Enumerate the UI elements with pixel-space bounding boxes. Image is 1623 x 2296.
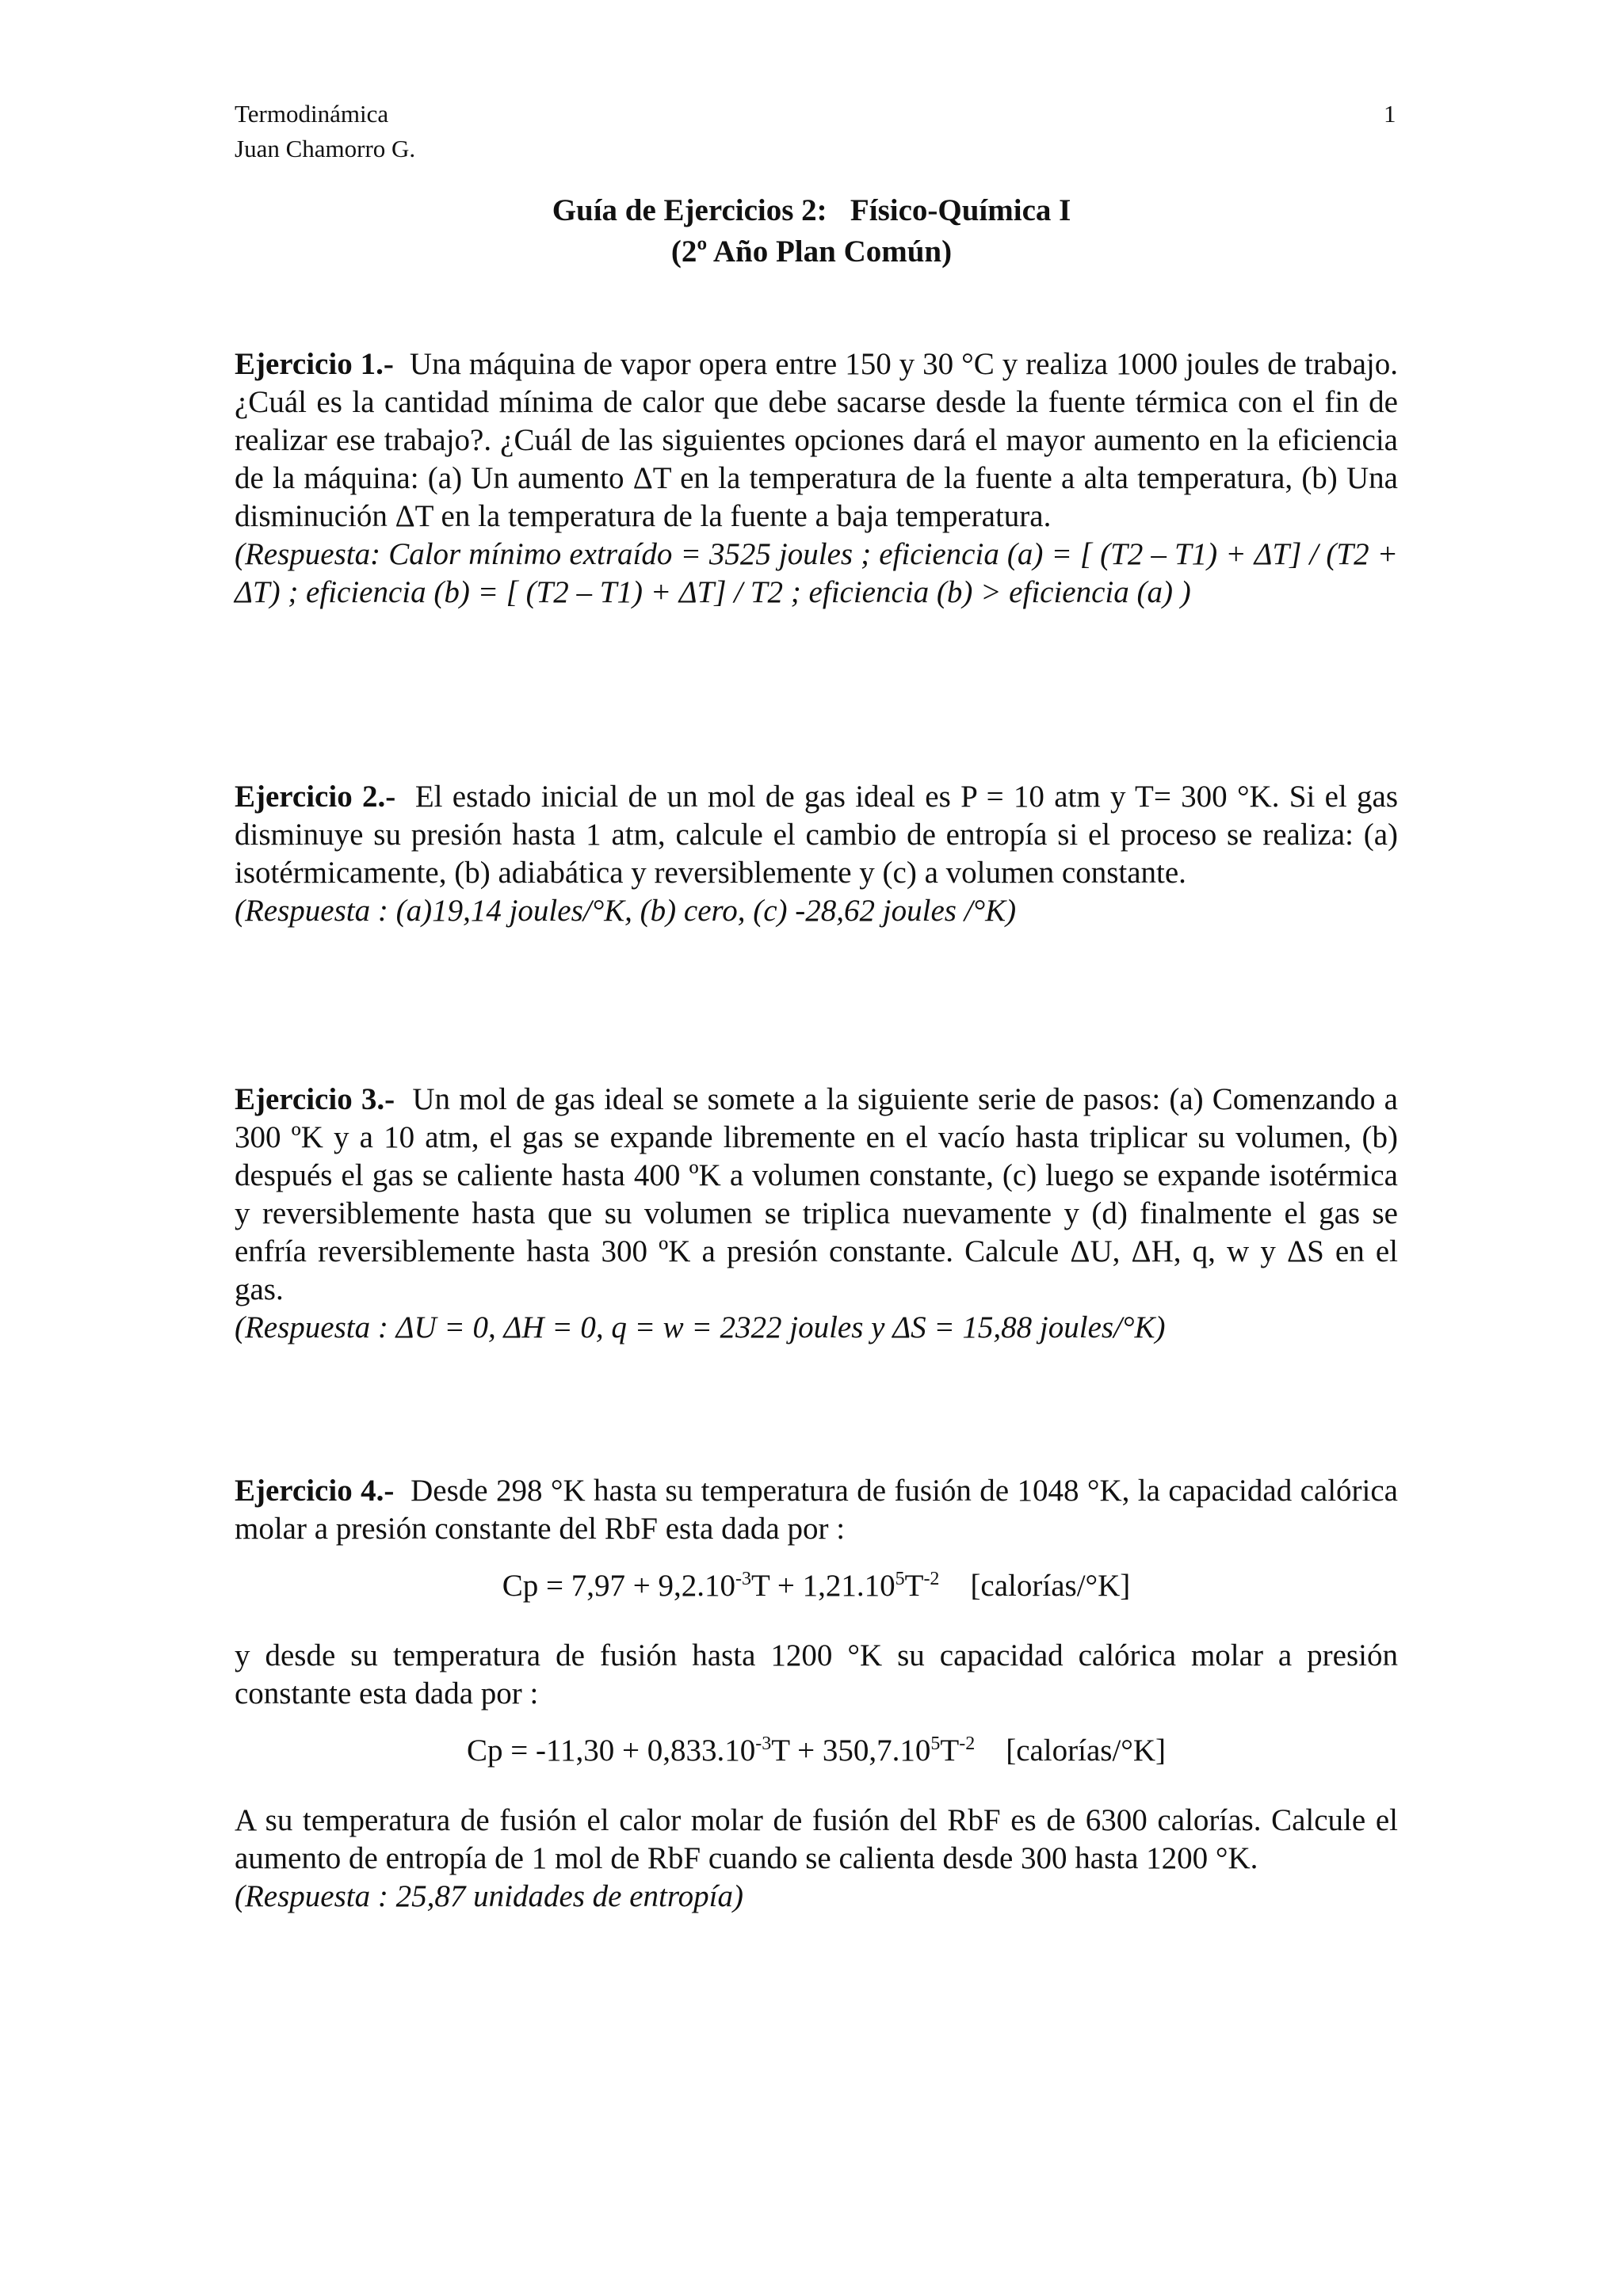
exercise-4-answer: (Respuesta : 25,87 unidades de entropía) (235, 1879, 743, 1913)
header-course: Termodinámica (235, 100, 389, 128)
formula-1-exp-2: 5 (895, 1569, 905, 1589)
exercise-4-intro-text: Desde 298 °K hasta su temperatura de fusión de 1048 °K, la capacidad calórica molar a presión constante del RbF esta dada por : (235, 1474, 1398, 1546)
page-number: 1 (1384, 100, 1396, 128)
formula-1-part-c: T (904, 1569, 924, 1603)
formula-1-part-a: Cp = 7,97 + 9,2.10 (502, 1569, 735, 1603)
exercise-4-middle: y desde su temperatura de fusión hasta 1200 °K su capacidad calórica molar a presión constante esta dada por : (235, 1638, 1398, 1711)
formula-cp-liquid (235, 1732, 1398, 1770)
exercise-3 (235, 1081, 1398, 1347)
exercise-1-statement (235, 345, 1398, 536)
formula-1-unit: [calorías/°K] (970, 1569, 1131, 1603)
formula-1-exp-3: -2 (923, 1569, 940, 1589)
exercise-2-answer: (Respuesta : (a)19,14 joules/°K, (b) cero, (c) -28,62 joules /°K) (235, 894, 1017, 928)
formula-1-exp-1: -3 (735, 1569, 751, 1589)
exercise-3-label: Ejercicio 3.- (235, 1082, 395, 1116)
header-author: Juan Chamorro G. (235, 135, 416, 162)
formula-2-exp-2: 5 (930, 1733, 941, 1754)
formula-2-exp-1: -3 (755, 1733, 772, 1754)
exercise-1-text: Una máquina de vapor opera entre 150 y 30 °C y realiza 1000 joules de trabajo. ¿Cuál es la cantidad mínima de calor que debe sacarse desde la fuente térmica con el fin de realizar ese trabajo?. ¿Cuál de las siguientes opciones dará el mayor aumento en la eficiencia de la máquina: (a) Un aumento ΔT en la temperatura de la fuente a alta temperatura, (b) Una disminución ΔT en la temperatura de la fuente a baja temperatura. (235, 347, 1399, 533)
running-header (235, 97, 415, 166)
formula-2-exp-3: -2 (959, 1733, 976, 1754)
exercise-4-closing: A su temperatura de fusión el calor molar de fusión del RbF es de 6300 calorías. Calcule el aumento de entropía de 1 mol de RbF cuando se calienta desde 300 hasta 1200 °K. (235, 1803, 1398, 1875)
exercise-1-answer: (Respuesta: Calor mínimo extraído = 3525 joules ; eficiencia (a) = [ (T2 – T1) + ΔT] / (T2 + ΔT) ; eficiencia (b) = [ (T2 – T1) + ΔT] / T2 ; eficiencia (b) > eficiencia (a) ) (235, 537, 1398, 609)
exercise-4-label: Ejercicio 4.- (235, 1474, 395, 1508)
exercise-3-text: Un mol de gas ideal se somete a la siguiente serie de pasos: (a) Comenzando a 300 ºK y a 10 atm, el gas se expande libremente en el vacío hasta triplicar su volumen, (b) después el gas se caliente hasta 400 ºK a volumen constante, (c) luego se expande isotérmica y reversiblemente hasta que su volumen se triplica nuevamente y (d) finalmente el gas se enfría reversiblemente hasta 300 ºK a presión constante. Calcule ΔU, ΔH, q, w y ΔS en el gas. (235, 1082, 1398, 1306)
exercise-3-answer: (Respuesta : ΔU = 0, ΔH = 0, q = w = 2322 joules y ΔS = 15,88 joules/°K) (235, 1310, 1166, 1344)
exercise-4-intro (235, 1472, 1398, 1548)
formula-1-part-b: T + 1,21.10 (750, 1569, 896, 1603)
document-title (0, 190, 1623, 273)
exercise-2 (235, 778, 1398, 930)
exercise-3-statement (235, 1081, 1398, 1309)
exercise-4 (235, 1472, 1398, 1916)
exercise-2-text: El estado inicial de un mol de gas ideal es P = 10 atm y T= 300 °K. Si el gas disminuye su presión hasta 1 atm, calcule el cambio de entropía si el proceso se realiza: (a) isotérmicamente, (b) adiabática y reversiblemente y (c) a volumen constante. (235, 780, 1399, 890)
title-line-1: Guía de Ejercicios 2: Físico-Química I (552, 193, 1071, 227)
formula-2-part-c: T (940, 1733, 960, 1768)
exercise-1 (235, 345, 1398, 612)
exercise-2-statement (235, 778, 1398, 892)
formula-cp-solid (235, 1567, 1398, 1605)
exercise-2-label: Ejercicio 2.- (235, 780, 396, 814)
formula-2-unit: [calorías/°K] (1006, 1733, 1167, 1768)
title-line-2: (2º Año Plan Común) (670, 235, 953, 269)
formula-2-part-b: T + 350,7.10 (771, 1733, 931, 1768)
exercise-1-label: Ejercicio 1.- (235, 347, 394, 381)
formula-2-part-a: Cp = -11,30 + 0,833.10 (466, 1733, 756, 1768)
